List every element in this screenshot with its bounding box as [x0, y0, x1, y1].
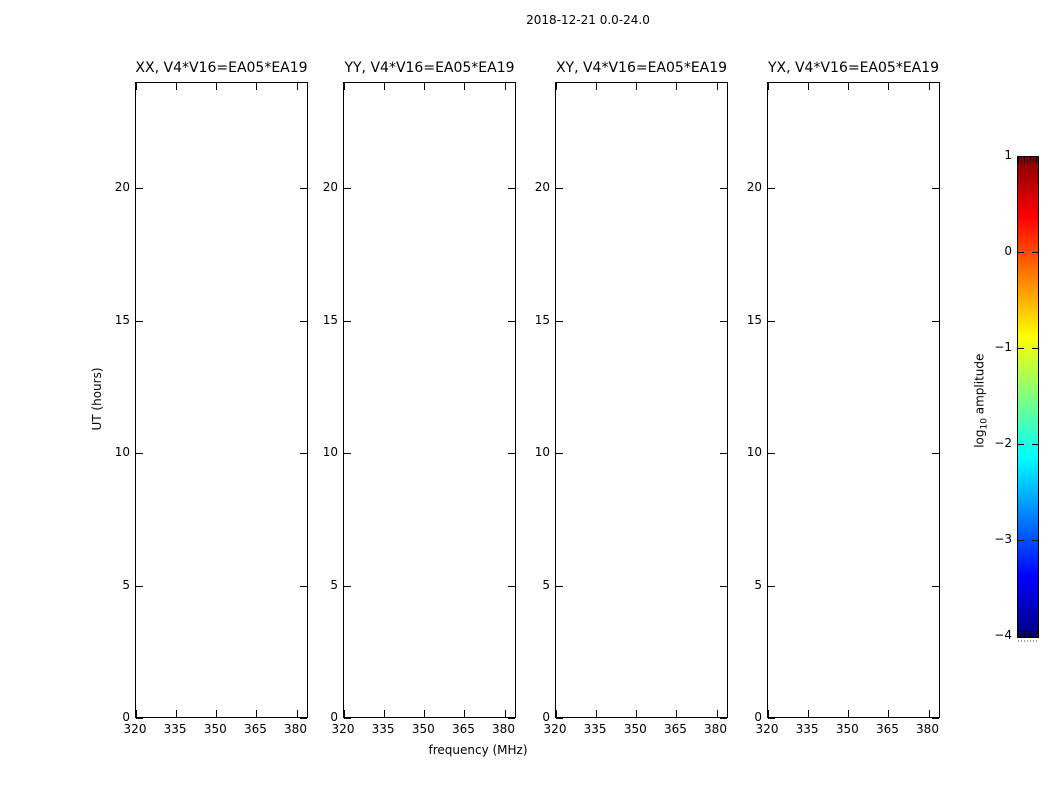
x-tick-label: 320 — [755, 722, 779, 736]
panel-title: YX, V4*V16=EA05*EA19 — [767, 60, 940, 76]
x-tick-mark — [384, 710, 385, 717]
x-tick-label: 350 — [203, 722, 227, 736]
x-tick-label: 380 — [704, 722, 727, 736]
y-tick-label: 10 — [322, 445, 338, 459]
x-tick-label: 350 — [835, 722, 859, 736]
x-tick-mark — [464, 83, 465, 90]
colorbar-tick-label: 0 — [1004, 244, 1012, 258]
y-tick-mark — [136, 718, 143, 719]
panel-title: XY, V4*V16=EA05*EA19 — [555, 60, 728, 76]
y-tick-mark — [932, 321, 939, 322]
colorbar-tick-mark — [1032, 252, 1038, 253]
x-tick-mark — [176, 710, 177, 717]
x-tick-mark — [848, 710, 849, 717]
y-tick-label: 0 — [754, 710, 762, 724]
y-tick-mark — [344, 321, 351, 322]
colorbar-overflow-comb-top — [1018, 157, 1038, 163]
colorbar-tick-mark — [1018, 540, 1024, 541]
y-tick-label: 5 — [122, 577, 130, 592]
y-tick-mark — [932, 188, 939, 189]
y-tick-mark — [556, 453, 563, 454]
x-tick-mark — [888, 83, 889, 90]
x-tick-label: 380 — [492, 722, 515, 736]
x-tick-label: 320 — [123, 722, 147, 736]
y-tick-mark — [768, 586, 775, 587]
y-tick-mark — [136, 453, 143, 454]
colorbar-tick-mark — [1018, 348, 1024, 349]
panel-title: XX, V4*V16=EA05*EA19 — [135, 60, 308, 76]
x-tick-mark — [717, 83, 718, 90]
y-tick-mark — [768, 718, 775, 719]
x-tick-label: 350 — [411, 722, 435, 736]
heatmap-panel — [767, 82, 940, 718]
y-tick-mark — [344, 188, 351, 189]
y-tick-mark — [556, 586, 563, 587]
x-tick-label: 365 — [451, 722, 475, 736]
y-tick-mark — [932, 718, 939, 719]
x-tick-mark — [636, 83, 637, 90]
y-tick-label: 0 — [542, 710, 550, 724]
colorbar-tick-label: −3 — [994, 532, 1012, 546]
x-tick-mark — [344, 710, 345, 717]
x-tick-mark — [464, 710, 465, 717]
x-tick-label: 365 — [875, 722, 899, 736]
x-tick-mark — [676, 83, 677, 90]
x-tick-mark — [216, 83, 217, 90]
y-tick-mark — [768, 453, 775, 454]
y-tick-label: 5 — [330, 577, 338, 592]
heatmap-panel — [555, 82, 728, 718]
y-tick-mark — [932, 453, 939, 454]
y-tick-mark — [136, 586, 143, 587]
x-tick-label: 380 — [916, 722, 939, 736]
y-tick-label: 10 — [114, 445, 130, 459]
x-tick-mark — [888, 710, 889, 717]
x-tick-mark — [808, 83, 809, 90]
y-tick-label: 15 — [114, 312, 130, 327]
x-tick-label: 350 — [623, 722, 647, 736]
y-tick-label: 10 — [746, 445, 762, 459]
x-tick-mark — [929, 710, 930, 717]
x-tick-mark — [176, 83, 177, 90]
colorbar-tick-label: −4 — [994, 628, 1012, 642]
colorbar-tick-mark — [1018, 444, 1024, 445]
colorbar-label-pre: log — [972, 429, 987, 448]
colorbar-label-post: amplitude — [972, 353, 987, 419]
y-tick-label: 20 — [534, 180, 550, 194]
y-tick-label: 20 — [746, 180, 762, 194]
colorbar-tick-mark — [1032, 540, 1038, 541]
x-tick-mark — [596, 710, 597, 717]
colorbar-underflow-dots — [1018, 640, 1038, 642]
x-tick-mark — [636, 710, 637, 717]
x-tick-label: 335 — [795, 722, 819, 736]
colorbar-tick-mark — [1018, 252, 1024, 253]
x-tick-mark — [424, 710, 425, 717]
colorbar-tick-label: −1 — [994, 340, 1012, 354]
x-tick-label: 335 — [583, 722, 607, 736]
x-tick-label: 380 — [284, 722, 307, 736]
x-tick-mark — [344, 83, 345, 90]
colorbar-tick-mark — [1032, 444, 1038, 445]
y-tick-mark — [556, 188, 563, 189]
heatmap-panel — [343, 82, 516, 718]
colorbar-tick-label: 1 — [1004, 148, 1012, 162]
y-axis-label: UT (hours) — [90, 367, 104, 431]
x-tick-mark — [768, 83, 769, 90]
x-tick-mark — [929, 83, 930, 90]
y-tick-label: 15 — [746, 312, 762, 327]
x-axis-label: frequency (MHz) — [428, 743, 528, 757]
y-tick-mark — [344, 718, 351, 719]
x-tick-label: 320 — [543, 722, 567, 736]
colorbar-label-sub: 10 — [979, 418, 990, 430]
y-tick-label: 15 — [322, 312, 338, 327]
y-tick-mark — [556, 321, 563, 322]
y-tick-label: 15 — [534, 312, 550, 327]
y-tick-label: 10 — [534, 445, 550, 459]
colorbar — [1017, 156, 1039, 638]
y-tick-label: 5 — [754, 577, 762, 592]
y-tick-mark — [556, 718, 563, 719]
x-tick-mark — [676, 710, 677, 717]
y-tick-mark — [344, 453, 351, 454]
x-tick-mark — [505, 83, 506, 90]
y-tick-label: 5 — [542, 577, 550, 592]
heatmap-panel — [135, 82, 308, 718]
y-tick-mark — [136, 321, 143, 322]
x-tick-label: 335 — [163, 722, 187, 736]
x-tick-mark — [136, 83, 137, 90]
y-tick-mark — [344, 586, 351, 587]
figure-title: 2018-12-21 0.0-24.0 — [526, 13, 650, 27]
y-tick-mark — [768, 321, 775, 322]
colorbar-label — [972, 341, 989, 461]
x-tick-mark — [216, 710, 217, 717]
x-tick-mark — [556, 710, 557, 717]
colorbar-underflow-comb-bottom — [1018, 631, 1038, 637]
x-tick-mark — [136, 710, 137, 717]
x-tick-mark — [424, 83, 425, 90]
y-tick-label: 20 — [322, 180, 338, 194]
x-tick-label: 335 — [371, 722, 395, 736]
x-tick-mark — [256, 83, 257, 90]
y-tick-label: 0 — [330, 710, 338, 724]
x-tick-mark — [256, 710, 257, 717]
x-tick-mark — [297, 83, 298, 90]
x-tick-label: 365 — [663, 722, 687, 736]
panel-title: YY, V4*V16=EA05*EA19 — [344, 60, 515, 76]
y-tick-mark — [768, 188, 775, 189]
x-tick-mark — [808, 710, 809, 717]
x-tick-mark — [596, 83, 597, 90]
x-tick-label: 365 — [243, 722, 267, 736]
colorbar-tick-mark — [1032, 348, 1038, 349]
x-tick-mark — [768, 710, 769, 717]
y-tick-label: 0 — [122, 710, 130, 724]
y-tick-mark — [136, 188, 143, 189]
x-tick-label: 320 — [331, 722, 355, 736]
x-tick-mark — [384, 83, 385, 90]
x-tick-mark — [848, 83, 849, 90]
x-tick-mark — [556, 83, 557, 90]
y-tick-mark — [932, 586, 939, 587]
y-tick-label: 20 — [114, 180, 130, 194]
colorbar-tick-label: −2 — [994, 436, 1012, 450]
